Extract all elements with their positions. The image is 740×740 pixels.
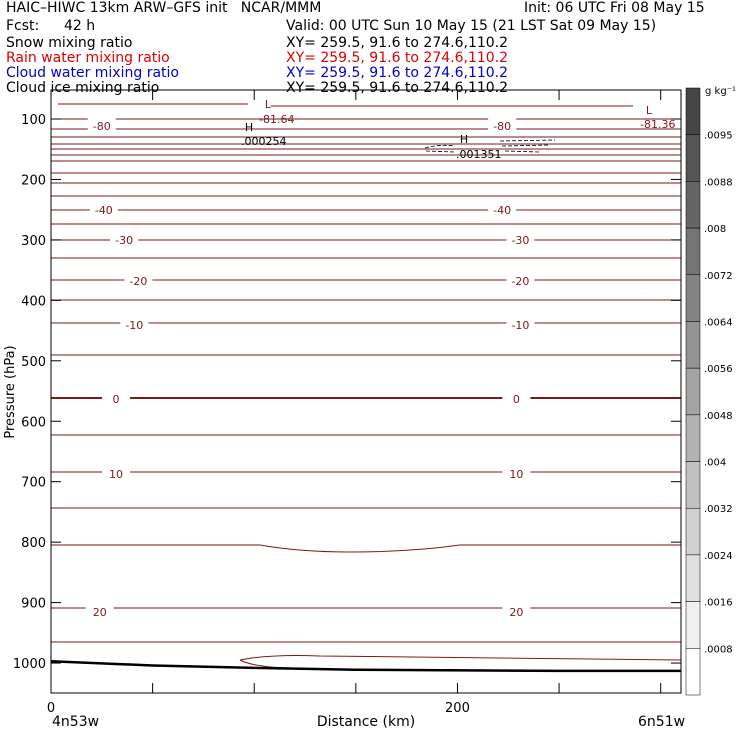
colorbar-label: .0048 [704,410,733,422]
field-snow-name: Snow mixing ratio [6,35,133,51]
high-marker: H [459,133,469,146]
y-tick-label: 200 [21,173,46,189]
terrain-line [51,661,681,671]
high-value: .000254 [241,135,287,148]
contour-label: -30 [115,234,134,247]
colorbar-label: .008 [704,224,727,236]
colorbar-label: .0008 [704,644,733,656]
y-tick-label: 800 [21,536,46,552]
field-snow-xy: XY= 259.5, 91.6 to 274.6,110.2 [286,35,509,51]
y-axis-label: Pressure (hPa) [3,345,18,439]
high-marker: H [244,121,254,134]
contour-label: 0 [112,393,120,406]
colorbar-label: .0088 [704,177,733,189]
low-marker: L [264,98,272,111]
x-tick-label: 0 [46,701,56,716]
colorbar [686,88,733,695]
low-value: -81.36 [640,118,676,131]
colorbar-segment [686,135,700,182]
colorbar-segment [686,508,700,555]
x-axis [47,90,661,716]
field-cloudwater-name: Cloud water mixing ratio [6,65,179,81]
colorbar-label: .0095 [704,130,733,142]
field-cloudwater-xy: XY= 259.5, 91.6 to 274.6,110.2 [286,65,509,81]
colorbar-segment [686,602,700,649]
y-tick-label: 1000 [12,657,46,673]
x-end-label: 6n51w [638,714,686,730]
colorbar-unit: g kg⁻¹ [705,86,736,97]
contour-label: 20 [509,606,524,619]
isotherm-line [51,545,681,552]
contour-label: -20 [511,275,530,288]
colorbar-segment [686,555,700,602]
colorbar-segment [686,415,700,462]
y-tick-label: 400 [21,294,46,310]
colorbar-segment [686,462,700,509]
field-cloudice-name: Cloud ice mixing ratio [6,80,160,96]
forecast-hours: 42 h [64,18,96,34]
x-tick-label: 200 [445,701,470,716]
init-time: Init: 06 UTC Fri 08 May 15 [524,0,705,16]
model-title: HAIC–HIWC 13km ARW–GFS init NCAR/MMM [6,0,322,16]
high-value: .001351 [456,148,502,161]
contour-label: 20 [92,606,107,619]
colorbar-label: .0016 [704,597,733,609]
colorbar-segment [686,648,700,695]
colorbar-segment [686,368,700,415]
contour-label: -80 [493,120,512,133]
colorbar-label: .0024 [704,550,733,562]
y-tick-label: 600 [21,415,46,431]
isotherm-contours [51,104,681,668]
y-tick-label: 700 [21,475,46,491]
colorbar-segment [686,88,700,135]
contour-label: 0 [512,393,520,406]
field-rain-name: Rain water mixing ratio [6,50,170,66]
colorbar-segment [686,181,700,228]
isotherm-line [240,656,681,661]
contour-label: -30 [511,234,530,247]
forecast-label: Fcst: [6,18,40,34]
field-cloudice-xy: XY= 259.5, 91.6 to 274.6,110.2 [286,80,509,96]
valid-time: Valid: 00 UTC Sun 10 May 15 (21 LST Sat 09 May 15) [286,18,657,34]
colorbar-label: .0072 [704,270,733,282]
y-tick-label: 100 [21,113,46,128]
contour-label: -20 [129,275,148,288]
contour-label: -10 [125,319,144,332]
low-marker: L [645,104,653,117]
contour-label: 10 [509,468,524,481]
colorbar-label: .0064 [704,317,733,329]
contour-label: -40 [94,204,113,217]
x-start-label: 4n53w [52,714,100,730]
y-tick-label: 500 [21,354,46,370]
colorbar-label: .004 [704,457,727,469]
y-tick-label: 300 [21,233,46,249]
colorbar-segment [686,228,700,275]
contour-label: 10 [109,468,124,481]
x-axis-label: Distance (km) [316,714,416,730]
colorbar-segment [686,275,700,322]
low-value: -81.64 [259,113,295,126]
colorbar-label: .0056 [704,364,733,376]
contour-label: -10 [511,319,530,332]
colorbar-segment [686,321,700,368]
plot-frame [51,90,681,693]
contour-label: -80 [92,120,111,133]
contour-label: -40 [493,204,512,217]
y-tick-label: 900 [21,596,46,612]
field-rain-xy: XY= 259.5, 91.6 to 274.6,110.2 [286,50,509,66]
colorbar-label: .0032 [704,504,733,516]
